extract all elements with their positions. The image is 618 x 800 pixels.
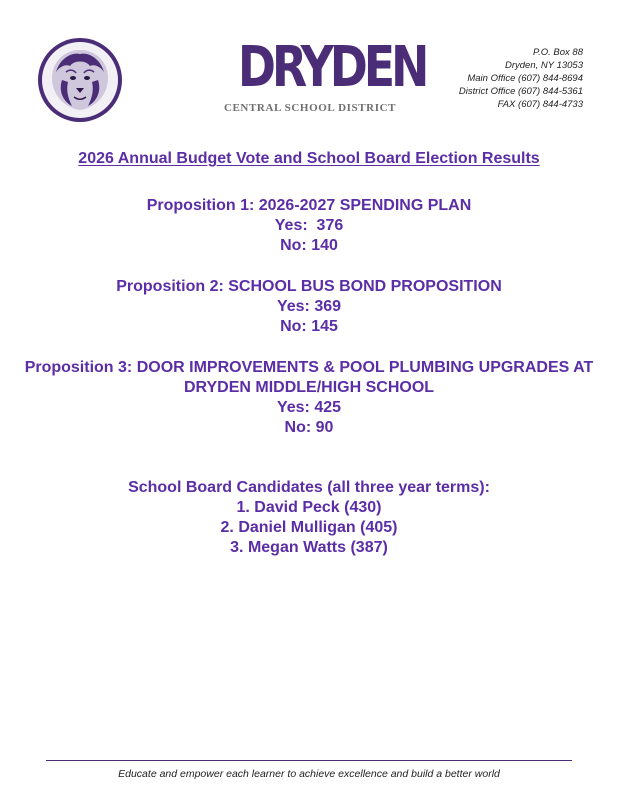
- district-logo: [38, 38, 122, 122]
- footer-divider: [46, 760, 572, 761]
- contact-address: [459, 46, 583, 111]
- yes-count: Yes: 369: [276, 298, 342, 315]
- proposition-title: DRYDEN MIDDLE/HIGH SCHOOL: [183, 379, 435, 396]
- board-heading: School Board Candidates (all three year terms):: [128, 479, 490, 496]
- footer-motto: Educate and empower each learner to achieve excellence and build a better world: [118, 768, 500, 780]
- yes-count: Yes: 425: [276, 399, 342, 416]
- yes-count: Yes: 376: [274, 217, 344, 234]
- board-candidates: [0, 478, 618, 558]
- results-content: [0, 150, 618, 558]
- proposition-1: [0, 196, 618, 256]
- address-line: Dryden, NY 13053: [505, 60, 583, 71]
- no-count: No: 145: [280, 318, 338, 335]
- address-line: FAX (607) 844-4733: [497, 99, 583, 110]
- candidate-item: 2. Daniel Mulligan (405): [220, 519, 398, 536]
- proposition-title: Proposition 3: DOOR IMPROVEMENTS & POOL PLUMBING UPGRADES AT: [24, 359, 594, 376]
- no-count: No: 140: [280, 237, 338, 254]
- district-name: DRYDEN: [237, 35, 426, 100]
- district-wordmark: [222, 35, 426, 114]
- lion-head-icon: [42, 42, 118, 118]
- proposition-title: Proposition 1: 2026-2027 SPENDING PLAN: [146, 197, 472, 214]
- proposition-3: [0, 358, 618, 438]
- candidate-item: 1. David Peck (430): [236, 499, 382, 516]
- address-line: Main Office (607) 844-8694: [467, 73, 583, 84]
- district-subtitle: CENTRAL SCHOOL DISTRICT: [223, 102, 397, 114]
- candidate-item: 3. Megan Watts (387): [230, 539, 388, 556]
- proposition-title: Proposition 2: SCHOOL BUS BOND PROPOSITION: [116, 278, 502, 295]
- address-line: P.O. Box 88: [533, 47, 583, 58]
- no-count: No: 90: [284, 419, 334, 436]
- page-title: 2026 Annual Budget Vote and School Board Election Results: [78, 150, 540, 167]
- proposition-2: [0, 277, 618, 337]
- address-line: District Office (607) 844-5361: [458, 86, 583, 97]
